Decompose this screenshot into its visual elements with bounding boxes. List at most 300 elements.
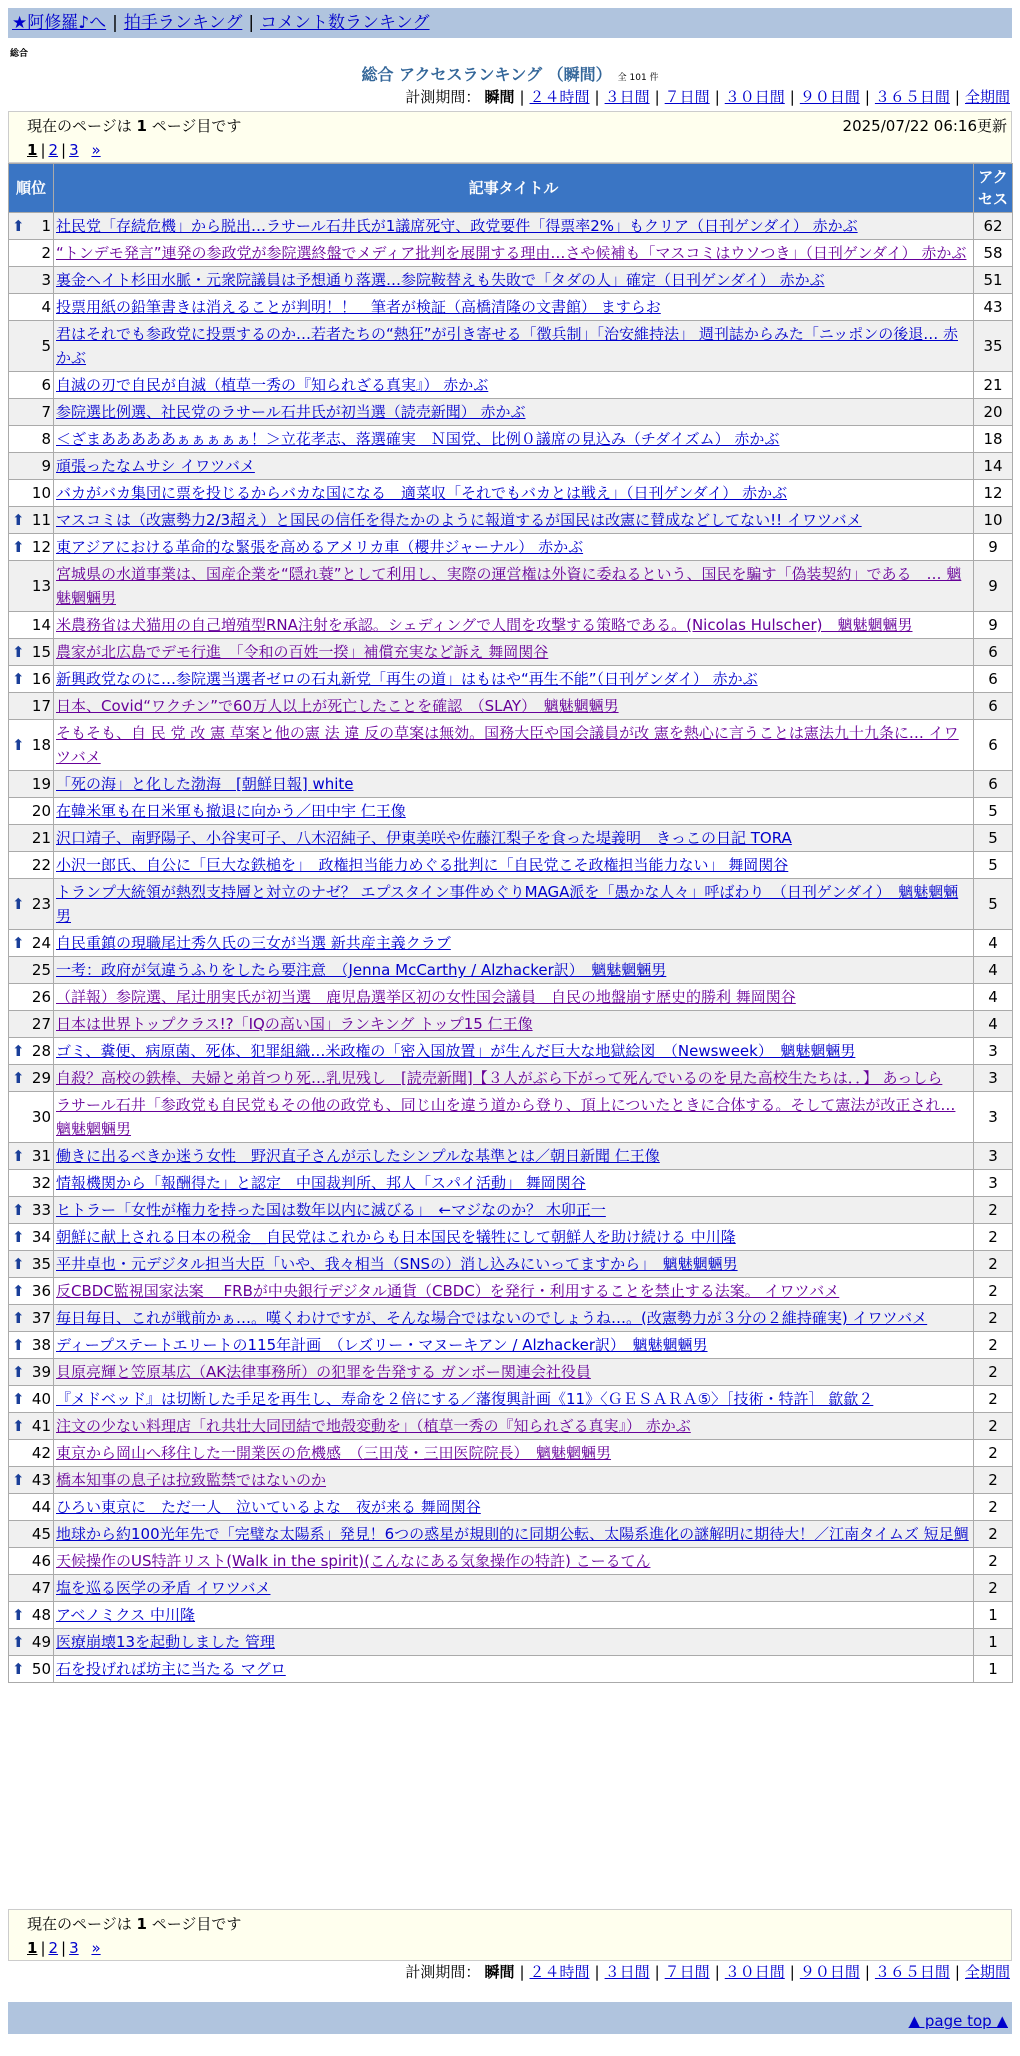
access-count: 6 xyxy=(974,771,1013,798)
rank-number: 31 xyxy=(31,1147,51,1165)
pagination xyxy=(27,1936,993,1960)
article-link[interactable]: 農家が北広島でデモ行進 「令和の百姓一揆」補償充実など訴え 舞岡関谷 xyxy=(56,643,549,661)
article-link[interactable]: 働きに出るべきか迷う女性 野沢直子さんが示したシンプルな基準とは／朝日新聞 仁王像 xyxy=(56,1147,660,1165)
rank-number: 21 xyxy=(31,829,51,847)
rank-cell xyxy=(9,1251,54,1278)
table-row xyxy=(9,1629,1013,1656)
title-cell xyxy=(54,213,974,240)
page-top-link[interactable]: ▲ page top ▲ xyxy=(908,2012,1008,2030)
pagination-link[interactable]: 3 xyxy=(69,141,79,159)
article-link[interactable]: ディープステートエリートの115年計画 （レズリー・マヌーキアン / Alzhacker訳） 魑魅魍魎男 xyxy=(56,1336,708,1354)
title-cell xyxy=(54,1332,974,1359)
period-link[interactable]: ３０日間 xyxy=(724,88,785,106)
rank-cell xyxy=(9,984,54,1011)
table-row xyxy=(9,294,1013,321)
access-count: 20 xyxy=(974,399,1013,426)
access-count: 1 xyxy=(974,1656,1013,1683)
table-header-row xyxy=(9,164,1013,213)
access-count: 21 xyxy=(974,372,1013,399)
table-row xyxy=(9,825,1013,852)
article-link[interactable]: 社民党「存続危機」から脱出…ラサール石井氏が1議席死守、政党要件「得票率2%」もクリア（日刊ゲンダイ） 赤かぶ xyxy=(56,217,858,235)
period-link[interactable]: ３０日間 xyxy=(724,1963,785,1981)
pagination-link[interactable]: 3 xyxy=(69,1939,79,1957)
title-cell xyxy=(54,480,974,507)
rank-up-arrow-icon: ⬆ xyxy=(12,1228,25,1246)
table-row xyxy=(9,957,1013,984)
article-link[interactable]: 米農務省は犬猫用の自己増殖型RNA注射を承認。シェディングで人間を攻撃する策略である。(Nicolas Hulscher) 魑魅魍魎男 xyxy=(56,616,913,634)
title-cell xyxy=(54,1038,974,1065)
period-selector xyxy=(405,87,1010,107)
pagination-current[interactable]: 1 xyxy=(27,141,38,159)
period-link[interactable]: ９０日間 xyxy=(799,88,860,106)
article-link[interactable]: 医療崩壊13を起動しました 管理 xyxy=(56,1633,275,1651)
rank-cell xyxy=(9,267,54,294)
rank-cell xyxy=(9,321,54,372)
rank-up-arrow-icon: ⬆ xyxy=(12,1201,25,1219)
rank-up-arrow-icon: ⬆ xyxy=(12,538,25,556)
table-row xyxy=(9,321,1013,372)
period-separator: | xyxy=(954,1963,960,1981)
rank-up-arrow-icon: ⬆ xyxy=(12,1633,25,1651)
rank-number: 14 xyxy=(31,616,51,634)
rank-up-arrow-icon: ⬆ xyxy=(12,1042,25,1060)
rank-number: 2 xyxy=(41,244,51,262)
period-separator: | xyxy=(654,1963,660,1981)
rank-cell xyxy=(9,213,54,240)
rank-up-arrow-icon: ⬆ xyxy=(12,1606,25,1624)
access-count: 2 xyxy=(974,1413,1013,1440)
table-row xyxy=(9,213,1013,240)
period-separator: | xyxy=(519,1963,525,1981)
table-row xyxy=(9,1143,1013,1170)
article-link[interactable]: 地球から約100光年先で「完璧な太陽系」発見！6つの惑星が規則的に同期公転、太陽系進化の謎解明に期待大！／江南タイムズ 短足鯛 xyxy=(56,1525,969,1543)
table-row xyxy=(9,984,1013,1011)
pagination-separator: | xyxy=(40,1939,46,1957)
article-link[interactable]: 東京から岡山へ移住した一開業医の危機感 （三田茂・三田医院院長） 魑魅魍魎男 xyxy=(56,1444,612,1462)
title-cell xyxy=(54,240,974,267)
rank-number: 38 xyxy=(31,1336,51,1354)
rank-cell xyxy=(9,666,54,693)
category-label: 総合 xyxy=(10,49,29,59)
page-title-wrap xyxy=(0,62,1020,85)
title-cell xyxy=(54,534,974,561)
nav-separator: | xyxy=(248,13,255,33)
table-row xyxy=(9,798,1013,825)
table-row xyxy=(9,1440,1013,1467)
rank-number: 3 xyxy=(41,271,51,289)
pager-status-suffix: ページ目です xyxy=(151,117,242,135)
title-cell xyxy=(54,1629,974,1656)
rank-cell xyxy=(9,372,54,399)
title-cell xyxy=(54,1011,974,1038)
comment-ranking-link[interactable]: コメント数ランキング xyxy=(260,13,430,33)
rank-cell xyxy=(9,825,54,852)
rank-cell xyxy=(9,1197,54,1224)
rank-cell xyxy=(9,957,54,984)
pager-box-bottom xyxy=(8,1909,1012,1961)
period-separator: | xyxy=(519,88,525,106)
article-link[interactable]: アベノミクス 中川隆 xyxy=(56,1606,196,1624)
rank-up-arrow-icon: ⬆ xyxy=(12,895,25,913)
rank-number: 6 xyxy=(41,376,51,394)
article-link[interactable]: 天候操作のUS特許リスト(Walk in the spirit)(こんなにある気象操作の特許) こーるてん xyxy=(56,1552,651,1570)
rank-number: 20 xyxy=(31,802,51,820)
period-separator: | xyxy=(789,1963,795,1981)
title-cell xyxy=(54,798,974,825)
article-link[interactable]: 注文の少ない料理店「れ共壮大同団結で地殻変動を」（植草一秀の『知られざる真実』） 赤かぶ xyxy=(56,1417,691,1435)
table-row xyxy=(9,1278,1013,1305)
title-cell xyxy=(54,1386,974,1413)
rank-number: 32 xyxy=(31,1174,51,1192)
rank-cell xyxy=(9,1386,54,1413)
rank-cell xyxy=(9,852,54,879)
table-row xyxy=(9,1224,1013,1251)
access-count: 2 xyxy=(974,1197,1013,1224)
title-cell xyxy=(54,1170,974,1197)
rank-up-arrow-icon: ⬆ xyxy=(12,1309,25,1327)
title-cell xyxy=(54,1359,974,1386)
access-count: 58 xyxy=(974,240,1013,267)
article-link[interactable]: 宮城県の水道事業は、国産企業を“隠れ蓑”として利用し、実際の運営権は外資に委ねるという、国民を騙す「偽装契約」である … 魑魅魍魎男 xyxy=(56,565,962,607)
article-link[interactable]: （詳報）参院選、尾辻朋実氏が初当選 鹿児島選挙区初の女性国会議員 自民の地盤崩す歴史的勝利 舞岡関谷 xyxy=(56,988,796,1006)
rank-cell xyxy=(9,1629,54,1656)
title-cell xyxy=(54,1467,974,1494)
rank-cell xyxy=(9,798,54,825)
rank-number: 11 xyxy=(31,511,51,529)
top-nav-bar xyxy=(8,8,1012,38)
rank-up-arrow-icon: ⬆ xyxy=(12,643,25,661)
rank-cell xyxy=(9,1305,54,1332)
article-link[interactable]: 投票用紙の鉛筆書きは消えることが判明！！ 筆者が検証（高橋清隆の文書館） ますらお xyxy=(56,298,661,316)
table-row xyxy=(9,1602,1013,1629)
article-link[interactable]: 参院選比例選、社民党のラサール石井氏が初当選（読売新聞） 赤かぶ xyxy=(56,403,526,421)
table-row xyxy=(9,771,1013,798)
table-row xyxy=(9,852,1013,879)
rank-cell xyxy=(9,930,54,957)
rank-cell xyxy=(9,399,54,426)
table-row xyxy=(9,1065,1013,1092)
rank-number: 45 xyxy=(31,1525,51,1543)
title-cell xyxy=(54,1413,974,1440)
article-link[interactable]: 自殺？高校の鉄棒、夫婦と弟首つり死…乳児残し [読売新聞]【３人がぶら下がって死んでいるのを見た高校生たちは．．】 あっしら xyxy=(56,1069,943,1087)
article-link[interactable]: トランプ大統領が熱烈支持層と対立のナゼ？ エプスタイン事件めぐりMAGA派を「愚かな人々」呼ばわり （日刊ゲンダイ） 魑魅魍魎男 xyxy=(56,883,959,925)
period-current: 瞬間 xyxy=(484,1963,515,1981)
period-separator: | xyxy=(789,88,795,106)
rank-cell xyxy=(9,879,54,930)
title-cell xyxy=(54,1278,974,1305)
table-row xyxy=(9,612,1013,639)
pager-status-page: 1 xyxy=(136,1915,147,1933)
table-row xyxy=(9,1251,1013,1278)
table-row xyxy=(9,267,1013,294)
rank-cell xyxy=(9,1602,54,1629)
period-link[interactable]: ３日間 xyxy=(604,1963,650,1981)
article-link[interactable]: 反CBDC監視国家法案 FRBが中央銀行デジタル通貨（CBDC）を発行・利用することを禁止する法案。 イワツバメ xyxy=(56,1282,840,1300)
pagination-separator: | xyxy=(61,1939,67,1957)
period-separator: | xyxy=(594,1963,600,1981)
rank-number: 49 xyxy=(31,1633,51,1651)
rank-number: 39 xyxy=(31,1363,51,1381)
rank-up-arrow-icon: ⬆ xyxy=(12,670,25,688)
article-link[interactable]: 小沢一郎氏、自公に「巨大な鉄槌を」 政権担当能力めぐる批判に「自民党こそ政権担当能力ない」 舞岡関谷 xyxy=(56,856,789,874)
access-count: 6 xyxy=(974,720,1013,771)
article-link[interactable]: 平井卓也・元デジタル担当大臣「いや、我々相当（SNSの）消し込みにいってますから」 魑魅魍魎男 xyxy=(56,1255,738,1273)
item-count: 全 101 件 xyxy=(617,73,659,83)
rank-number: 33 xyxy=(31,1201,51,1219)
article-link[interactable]: 毎日毎日、これが戦前かぁ…。嘆くわけですが、そんな場合ではないのでしょうね…。(改憲勢力が３分の２維持確実) イワツバメ xyxy=(56,1309,928,1327)
access-count: 5 xyxy=(974,879,1013,930)
table-row xyxy=(9,1413,1013,1440)
article-link[interactable]: 貝原亮輝と笠原基広（AK法律事務所）の犯罪を告発する ガンボー関連会社役員 xyxy=(56,1363,591,1381)
table-row xyxy=(9,1656,1013,1683)
access-count: 2 xyxy=(974,1278,1013,1305)
pagination-link[interactable]: 2 xyxy=(48,141,59,159)
table-row xyxy=(9,1548,1013,1575)
nav-separator: | xyxy=(112,13,118,33)
article-link[interactable]: ヒトラー「女性が権力を持った国は数年以内に滅びる」 ←マジなのか？ 木卯正一 xyxy=(56,1201,606,1219)
access-count: 6 xyxy=(974,639,1013,666)
rank-cell xyxy=(9,294,54,321)
period-link[interactable]: ３６５日間 xyxy=(874,1963,950,1981)
access-count: 2 xyxy=(974,1548,1013,1575)
rank-up-arrow-icon: ⬆ xyxy=(12,1147,25,1165)
period-link[interactable]: ７日間 xyxy=(664,1963,710,1981)
access-count: 2 xyxy=(974,1467,1013,1494)
article-link[interactable]: 日本は世界トップクラス!?「IQの高い国」ランキング トップ15 仁王像 xyxy=(56,1015,533,1033)
rank-number: 36 xyxy=(31,1282,51,1300)
rank-cell xyxy=(9,771,54,798)
table-row xyxy=(9,1467,1013,1494)
rank-number: 8 xyxy=(41,430,51,448)
title-cell xyxy=(54,984,974,1011)
article-link[interactable]: バカがバカ集団に票を投じるからバカな国になる 適菜収「それでもバカとは戦え」（日刊ゲンダイ） 赤かぶ xyxy=(56,484,788,502)
article-link[interactable]: 在韓米軍も在日米軍も撤退に向かう／田中宇 仁王像 xyxy=(56,802,406,820)
clap-ranking-link[interactable]: 拍手ランキング xyxy=(123,13,243,33)
rank-up-arrow-icon: ⬆ xyxy=(12,1660,25,1678)
title-cell xyxy=(54,1251,974,1278)
rank-cell xyxy=(9,1011,54,1038)
article-link[interactable]: 石を投げれば坊主に当たる マグロ xyxy=(56,1660,286,1678)
table-row xyxy=(9,1305,1013,1332)
rank-up-arrow-icon: ⬆ xyxy=(12,511,25,529)
rank-number: 4 xyxy=(41,298,51,316)
footer-bar xyxy=(8,2002,1012,2034)
table-row xyxy=(9,720,1013,771)
title-cell xyxy=(54,693,974,720)
article-link[interactable]: 頑張ったなムサシ イワツバメ xyxy=(56,457,255,475)
rank-up-arrow-icon: ⬆ xyxy=(12,1255,25,1273)
article-link[interactable]: 日本、Covid“ワクチン”で60万人以上が死亡したことを確認 （SLAY） 魑魅魍魎男 xyxy=(56,697,619,715)
access-count: 2 xyxy=(974,1305,1013,1332)
access-count: 1 xyxy=(974,1602,1013,1629)
access-count: 9 xyxy=(974,534,1013,561)
period-link[interactable]: ２４時間 xyxy=(529,1963,590,1981)
rank-number: 47 xyxy=(31,1579,51,1597)
article-link[interactable]: 東アジアにおける革命的な緊張を高めるアメリカ車（櫻井ジャーナル） 赤かぶ xyxy=(56,538,584,556)
rank-cell xyxy=(9,1359,54,1386)
table-row xyxy=(9,1521,1013,1548)
rank-up-arrow-icon: ⬆ xyxy=(12,1363,25,1381)
title-cell xyxy=(54,1575,974,1602)
access-count: 51 xyxy=(974,267,1013,294)
pager-status-page: 1 xyxy=(136,117,147,135)
rank-cell xyxy=(9,1170,54,1197)
title-cell xyxy=(54,507,974,534)
rank-up-arrow-icon: ⬆ xyxy=(12,1282,25,1300)
article-link[interactable]: 君はそれでも参政党に投票するのか…若者たちの“熱狂”が引き寄せる「徴兵制」「治安維持法」 週刊誌からみた「ニッポンの後退… 赤かぶ xyxy=(56,325,958,367)
rank-number: 25 xyxy=(31,961,51,979)
rank-number: 26 xyxy=(31,988,51,1006)
access-count: 4 xyxy=(974,957,1013,984)
access-count: 3 xyxy=(974,1092,1013,1143)
rank-cell xyxy=(9,1224,54,1251)
title-cell xyxy=(54,426,974,453)
article-link[interactable]: 自民重鎮の現職尾辻秀久氏の三女が当選 新共産主義クラブ xyxy=(56,934,451,952)
period-current: 瞬間 xyxy=(484,88,515,106)
title-cell xyxy=(54,1494,974,1521)
article-link[interactable]: 自滅の刃で自民が自滅（植草一秀の『知られざる真実』） 赤かぶ xyxy=(56,376,489,394)
article-link[interactable]: ひろい東京に ただ一人 泣いているよな 夜が来る 舞岡関谷 xyxy=(56,1498,481,1516)
rank-number: 30 xyxy=(31,1108,51,1126)
title-cell xyxy=(54,372,974,399)
access-count: 3 xyxy=(974,1038,1013,1065)
period-link[interactable]: ２４時間 xyxy=(529,88,590,106)
article-link[interactable]: 「死の海」と化した渤海 [朝鮮日報] white xyxy=(56,775,354,793)
access-count: 2 xyxy=(974,1440,1013,1467)
table-row xyxy=(9,1197,1013,1224)
title-cell xyxy=(54,561,974,612)
period-link[interactable]: 全期間 xyxy=(964,1963,1010,1981)
article-link[interactable]: マスコミは（改憲勢力2/3超え）と国民の信任を得たかのように報道するが国民は改憲に賛成などしてない!! イワツバメ xyxy=(56,511,862,529)
period-selector-bottom xyxy=(405,1962,1010,1982)
title-cell xyxy=(54,666,974,693)
table-row xyxy=(9,1332,1013,1359)
rank-cell xyxy=(9,507,54,534)
title-cell xyxy=(54,957,974,984)
table-row xyxy=(9,372,1013,399)
period-link[interactable]: ３日間 xyxy=(604,88,650,106)
article-link[interactable]: 橋本知事の息子は拉致監禁ではないのか xyxy=(56,1471,327,1489)
pagination-current[interactable]: 1 xyxy=(27,1939,38,1957)
table-row xyxy=(9,453,1013,480)
rank-number: 22 xyxy=(31,856,51,874)
pagination-separator: | xyxy=(40,141,46,159)
rank-cell xyxy=(9,240,54,267)
rank-number: 37 xyxy=(31,1309,51,1327)
article-link[interactable]: “トンデモ発言”連発の参政党が参院選終盤でメディア批判を展開する理由…さや候補も「マスコミはウソつき」（日刊ゲンダイ） 赤かぶ xyxy=(56,244,967,262)
article-link[interactable]: 塩を巡る医学の矛盾 イワツバメ xyxy=(56,1579,271,1597)
period-link[interactable]: ７日間 xyxy=(664,88,710,106)
article-link[interactable]: ラサール石井「参政党も自民党もその他の政党も、同じ山を違う道から登り、頂上についたときに合体する。そして憲法が改正され… 魑魅魍魎男 xyxy=(56,1096,956,1138)
article-link[interactable]: 情報機関から「報酬得た」と認定 中国裁判所、邦人「スパイ活動」 舞岡関谷 xyxy=(56,1174,586,1192)
article-link[interactable]: そもそも、自 民 党 改 憲 草案と他の憲 法 違 反の草案は無効。国務大臣や国会議員が改 憲を熱心に言うことは憲法九十九条に… イワツバメ xyxy=(56,724,959,766)
table-row xyxy=(9,1170,1013,1197)
rank-cell xyxy=(9,1548,54,1575)
article-link[interactable]: ゴミ、糞便、病原菌、死体、犯罪組織…米政権の「密入国放置」が生んだ巨大な地獄絵図 （Newsweek） 魑魅魍魎男 xyxy=(56,1042,856,1060)
title-cell xyxy=(54,267,974,294)
title-cell xyxy=(54,852,974,879)
rank-cell xyxy=(9,453,54,480)
home-link[interactable]: ★阿修羅♪へ xyxy=(12,13,107,33)
pagination-link[interactable]: 2 xyxy=(48,1939,59,1957)
rank-number: 15 xyxy=(31,643,51,661)
access-count: 9 xyxy=(974,612,1013,639)
pager-status-suffix: ページ目です xyxy=(151,1915,242,1933)
pagination-next[interactable]: » xyxy=(91,141,101,159)
access-count: 35 xyxy=(974,321,1013,372)
access-count: 43 xyxy=(974,294,1013,321)
article-link[interactable]: 一考：政府が気違うふりをしたら要注意 （Jenna McCarthy / Alzhacker訳） 魑魅魍魎男 xyxy=(56,961,667,979)
period-link[interactable]: ９０日間 xyxy=(799,1963,860,1981)
rank-cell xyxy=(9,1143,54,1170)
period-label: 計測期間： xyxy=(405,1963,481,1981)
article-link[interactable]: ＜ざまあああああぁぁぁぁぁ！＞立花孝志、落選確実 Ｎ国党、比例０議席の見込み（チダイズム） 赤かぶ xyxy=(56,430,780,448)
rank-number: 9 xyxy=(41,457,51,475)
pagination-next[interactable]: » xyxy=(91,1939,101,1957)
rank-number: 29 xyxy=(31,1069,51,1087)
rank-number: 43 xyxy=(31,1471,51,1489)
rank-cell xyxy=(9,720,54,771)
rank-cell xyxy=(9,1038,54,1065)
access-count: 4 xyxy=(974,930,1013,957)
article-link[interactable]: 裏金ヘイト杉田水脈・元衆院議員は予想通り落選…参院鞍替えも失敗で「タダの人」確定（日刊ゲンダイ） 赤かぶ xyxy=(56,271,825,289)
rank-cell xyxy=(9,561,54,612)
table-row xyxy=(9,480,1013,507)
rank-number: 28 xyxy=(31,1042,51,1060)
rank-cell xyxy=(9,480,54,507)
table-row xyxy=(9,240,1013,267)
period-label: 計測期間： xyxy=(405,88,481,106)
rank-cell xyxy=(9,1521,54,1548)
access-count: 2 xyxy=(974,1251,1013,1278)
access-count: 3 xyxy=(974,1065,1013,1092)
period-link[interactable]: ３６５日間 xyxy=(874,88,950,106)
article-link[interactable]: 新興政党なのに…参院選当選者ゼロの石丸新党「再生の道」はもはや“再生不能”（日刊ゲンダイ） 赤かぶ xyxy=(56,670,758,688)
title-cell xyxy=(54,399,974,426)
access-count: 5 xyxy=(974,798,1013,825)
rank-cell xyxy=(9,1092,54,1143)
article-link[interactable]: 朝鮮に献上される日本の税金＿自民党はこれからも日本国民を犠牲にして朝鮮人を助け続ける 中川隆 xyxy=(56,1228,736,1246)
access-count: 3 xyxy=(974,1170,1013,1197)
title-cell xyxy=(54,1548,974,1575)
article-link[interactable]: 沢口靖子、南野陽子、小谷実可子、八木沼純子、伊東美咲や佐藤江梨子を食った堤義明 きっこの日記 TORA xyxy=(56,829,792,847)
table-row xyxy=(9,1494,1013,1521)
rank-cell xyxy=(9,639,54,666)
title-cell xyxy=(54,930,974,957)
rank-number: 17 xyxy=(31,697,51,715)
table-row xyxy=(9,426,1013,453)
rank-number: 34 xyxy=(31,1228,51,1246)
article-link[interactable]: 『メドベッド』は切断した手足を再生し、寿命を２倍にする／藩復興計画《11》〈ＧＥＳＡＲＡ⑤〉［技術・特許］ 歙歙２ xyxy=(56,1390,874,1408)
rank-number: 19 xyxy=(31,775,51,793)
table-row xyxy=(9,1038,1013,1065)
access-count: 2 xyxy=(974,1386,1013,1413)
update-timestamp: 2025/07/22 06:16更新 xyxy=(842,117,1007,135)
title-cell xyxy=(54,1092,974,1143)
access-count: 2 xyxy=(974,1575,1013,1602)
period-separator: | xyxy=(654,88,660,106)
pager-status-prefix: 現在のページは xyxy=(27,117,132,135)
pager-box xyxy=(8,111,1012,163)
rank-up-arrow-icon: ⬆ xyxy=(12,217,25,235)
title-cell xyxy=(54,612,974,639)
rank-number: 48 xyxy=(31,1606,51,1624)
rank-cell xyxy=(9,426,54,453)
rank-number: 7 xyxy=(41,403,51,421)
access-count: 4 xyxy=(974,984,1013,1011)
title-cell xyxy=(54,1602,974,1629)
period-link[interactable]: 全期間 xyxy=(964,88,1010,106)
